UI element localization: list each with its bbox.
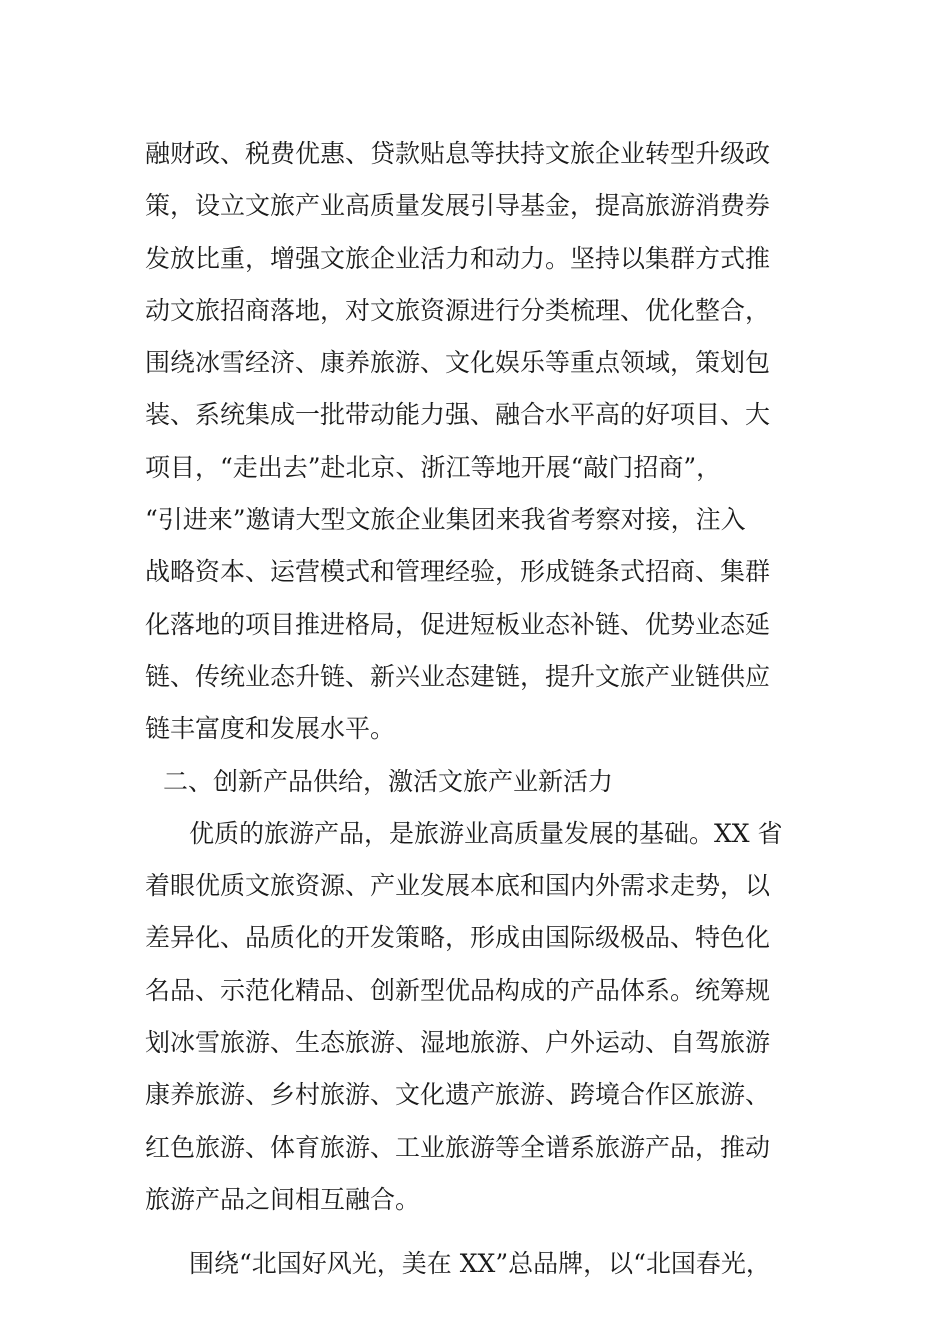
text-line: 划冰雪旅游、生态旅游、湿地旅游、户外运动、自驾旅游 xyxy=(145,1028,771,1058)
text-line: 围绕“北国好风光，美在 XX”总品牌，以“北国春光， xyxy=(189,1249,771,1279)
text-line: 融财政、税费优惠、贷款贴息等扶持文旅企业转型升级政 xyxy=(145,139,771,168)
text-line: 康养旅游、乡村旅游、文化遗产旅游、跨境合作区旅游、 xyxy=(145,1080,771,1110)
text-line: 红色旅游、体育旅游、工业旅游等全谱系旅游产品，推动 xyxy=(145,1132,771,1162)
text-line: 链、传统业态升链、新兴业态建链，提升文旅产业链供应 xyxy=(145,661,771,691)
text-line: 旅游产品之间相互融合。 xyxy=(145,1184,421,1214)
document-body xyxy=(145,128,813,1291)
text-line: 差异化、品质化的开发策略，形成由国际级极品、特色化 xyxy=(145,923,771,953)
text-line: 化落地的项目推进格局，促进短板业态补链、优势业态延 xyxy=(145,609,771,639)
text-line: “引进来”邀请大型文旅企业集团来我省考察对接，注入 xyxy=(145,505,746,535)
text-line: 名品、示范化精品、创新型优品构成的产品体系。统筹规 xyxy=(145,975,771,1005)
paragraph-product-supply xyxy=(145,808,813,1226)
paragraph-policy-support xyxy=(145,128,813,756)
text-line: 着眼优质文旅资源、产业发展本底和国内外需求走势，以 xyxy=(145,871,771,901)
text-line: 项目，“走出去”赴北京、浙江等地开展“敲门招商”， xyxy=(145,452,722,482)
text-line: 发放比重，增强文旅企业活力和动力。坚持以集群方式推 xyxy=(145,243,771,273)
text-line: 围绕冰雪经济、康养旅游、文化娱乐等重点领域，策划包 xyxy=(145,348,771,378)
text-line: 装、系统集成一批带动能力强、融合水平高的好项目、大 xyxy=(145,400,771,430)
paragraph-brand xyxy=(145,1238,813,1290)
text-line: 优质的旅游产品，是旅游业高质量发展的基础。XX 省 xyxy=(189,818,783,848)
section-heading xyxy=(145,756,813,808)
text-line: 动文旅招商落地，对文旅资源进行分类梳理、优化整合， xyxy=(145,295,771,325)
heading-line: 二、创新产品供给，激活文旅产业新活力 xyxy=(163,766,614,796)
text-line: 策，设立文旅产业高质量发展引导基金，提高旅游消费券 xyxy=(145,191,771,221)
text-line: 战略资本、运营模式和管理经验，形成链条式招商、集群 xyxy=(145,557,771,587)
text-line: 链丰富度和发展水平。 xyxy=(145,714,396,744)
